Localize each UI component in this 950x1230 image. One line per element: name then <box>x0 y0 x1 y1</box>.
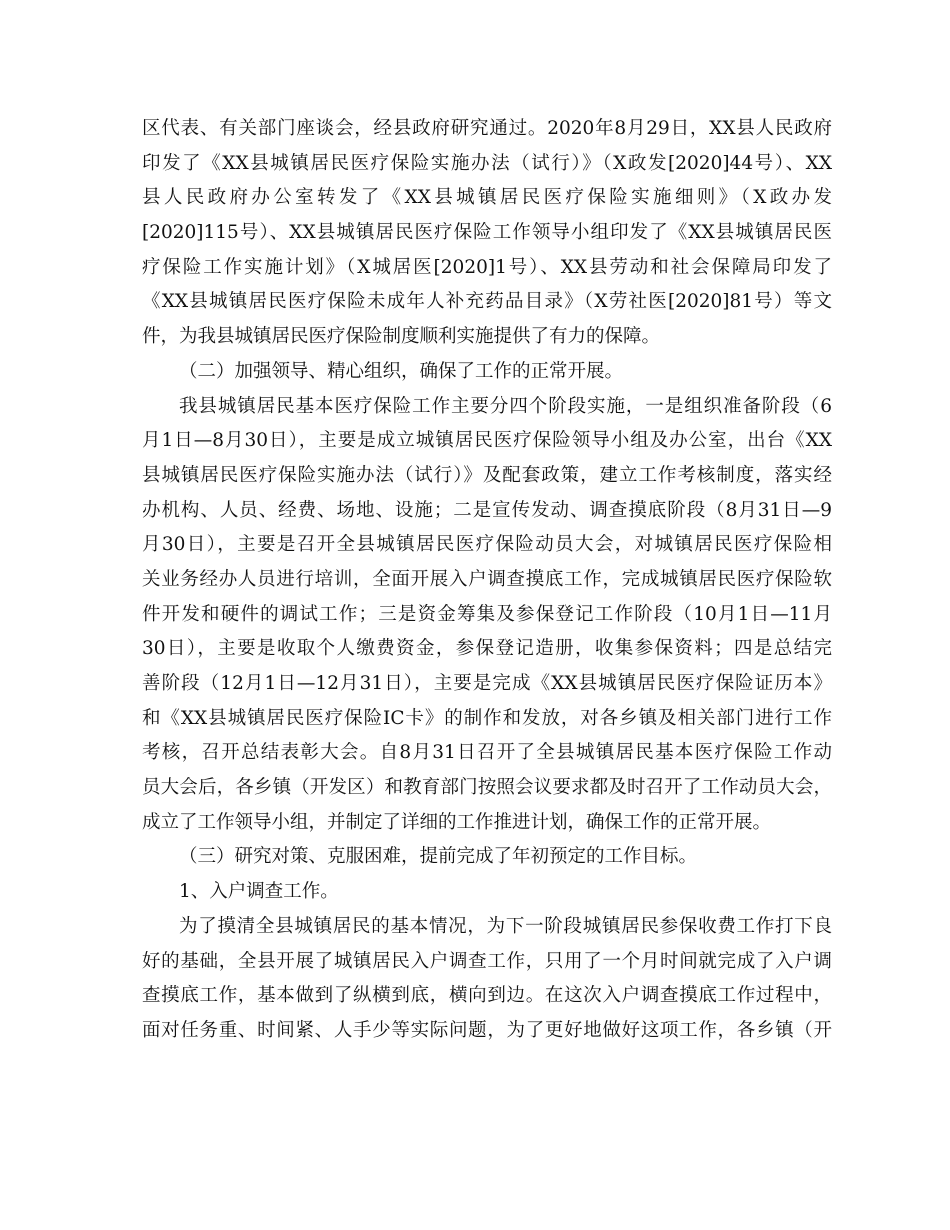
text-line: 县人民政府办公室转发了《XX县城镇居民医疗保险实施细则》（X政办发 <box>142 187 832 209</box>
text-line: 办机构、人员、经费、场地、设施；二是宣传发动、调查摸底阶段（8月31日—9 <box>142 499 832 521</box>
text-line: 成立了工作领导小组，并制定了详细的工作推进计划，确保工作的正常开展。 <box>142 811 772 833</box>
text-line: [2020]115号）、XX县城镇居民医疗保险工作领导小组印发了《XX县城镇居民医 <box>142 222 832 244</box>
text-line: 件开发和硬件的调试工作；三是资金筹集及参保登记工作阶段（10月1日—11月 <box>142 603 832 625</box>
text-line: 月30日），主要是召开全县城镇居民医疗保险动员大会，对城镇居民医疗保险相 <box>142 534 832 556</box>
text-line: 疗保险工作实施计划》（X城居医[2020]1号）、XX县劳动和社会保障局印发了 <box>142 256 832 278</box>
text-line: 面对任务重、时间紧、人手少等实际问题，为了更好地做好这项工作，各乡镇（开 <box>142 1019 832 1041</box>
text-line: （二）加强领导、精心组织，确保了工作的正常开展。 <box>179 360 624 382</box>
text-line: 区代表、有关部门座谈会，经县政府研究通过。2020年8月29日，XX县人民政府 <box>142 118 832 139</box>
text-line: 考核，召开总结表彰大会。自8月31日召开了全县城镇居民基本医疗保险工作动 <box>142 742 832 764</box>
text-line: 我县城镇居民基本医疗保险工作主要分四个阶段实施，一是组织准备阶段（6 <box>179 395 832 417</box>
text-line: 为了摸清全县城镇居民的基本情况，为下一阶段城镇居民参保收费工作打下良 <box>179 915 832 937</box>
text-line: 县城镇居民医疗保险实施办法（试行）》及配套政策，建立工作考核制度，落实经 <box>142 464 832 486</box>
text-line: 30日），主要是收取个人缴费资金，参保登记造册，收集参保资料；四是总结完 <box>142 638 832 660</box>
text-line: 员大会后，各乡镇（开发区）和教育部门按照会议要求都及时召开了工作动员大会， <box>142 777 832 799</box>
text-line: 和《XX县城镇居民医疗保险IC卡》的制作和发放，对各乡镇及相关部门进行工作 <box>142 707 832 729</box>
text-line: （三）研究对策、克服困难，提前完成了年初预定的工作目标。 <box>179 846 698 868</box>
text-line: 《XX县城镇居民医疗保险未成年人补充药品目录》（X劳社医[2020]81号）等文 <box>142 291 832 313</box>
text-line: 好的基础，全县开展了城镇居民入户调查工作，只用了一个月时间就完成了入户调 <box>142 950 832 972</box>
text-line: 件，为我县城镇居民医疗保险制度顺利实施提供了有力的保障。 <box>142 326 661 348</box>
text-line: 印发了《XX县城镇居民医疗保险实施办法（试行）》（X政发[2020]44号）、XX <box>142 152 832 174</box>
text-line: 善阶段（12月1日—12月31日），主要是完成《XX县城镇居民医疗保险证历本》 <box>142 673 832 694</box>
document-body <box>142 112 832 1049</box>
text-line: 月1日—8月30日），主要是成立城镇居民医疗保险领导小组及办公室，出台《XX <box>142 430 832 452</box>
text-line: 1、入户调查工作。 <box>179 881 339 903</box>
text-line: 查摸底工作，基本做到了纵横到底，横向到边。在这次入户调查摸底工作过程中， <box>142 985 832 1007</box>
text-line: 关业务经办人员进行培训，全面开展入户调查摸底工作，完成城镇居民医疗保险软 <box>142 568 832 590</box>
